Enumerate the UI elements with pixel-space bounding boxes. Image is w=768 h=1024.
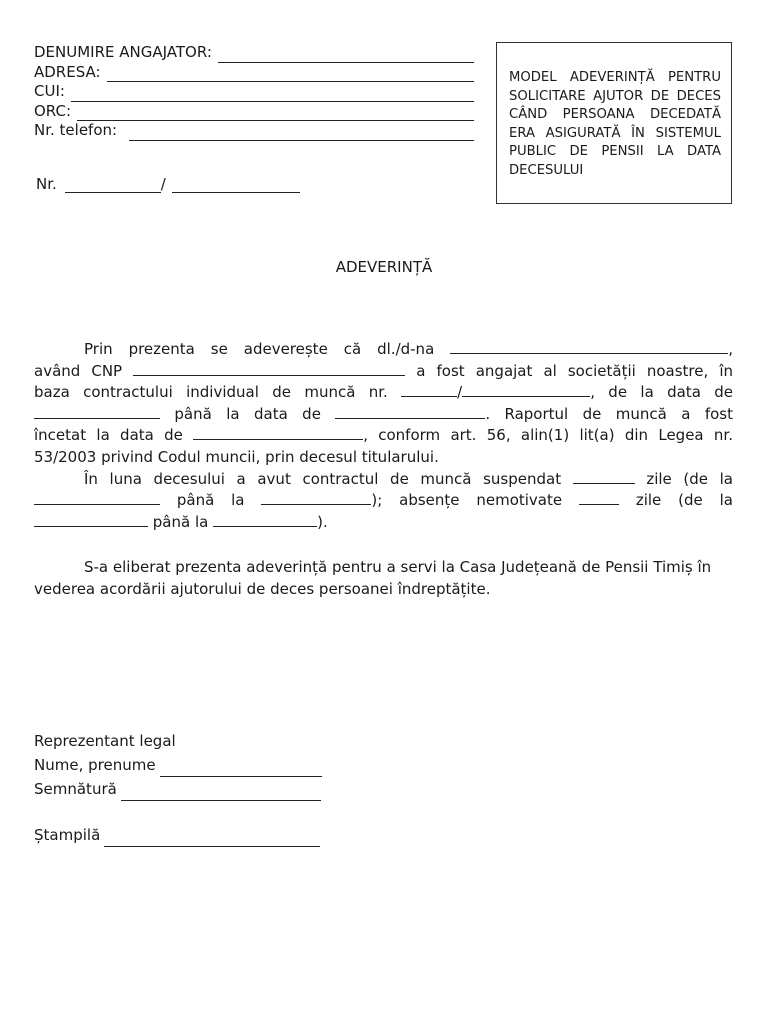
body-line-6 xyxy=(34,447,733,469)
suspension-end-field[interactable] xyxy=(261,491,371,505)
signature-field[interactable] xyxy=(121,786,321,801)
name-field[interactable] xyxy=(160,762,322,777)
body-line-3 xyxy=(34,382,733,404)
text-comma: , xyxy=(728,340,733,358)
stamp-row xyxy=(34,823,322,847)
text-contract-number: baza contractului individual de muncă nr. xyxy=(34,383,388,402)
phone-field[interactable] xyxy=(129,126,474,141)
text-legal-basis: , conform art. 56, alin(1) lit(a) din Legea nr. xyxy=(363,426,733,445)
body-line-8 xyxy=(34,490,733,512)
absence-days-field[interactable] xyxy=(579,491,619,505)
body-line-2 xyxy=(34,361,733,383)
text-cnp-label: având CNP xyxy=(34,361,123,380)
phone-row xyxy=(34,121,474,141)
address-row xyxy=(34,63,474,83)
contract-date-field[interactable] xyxy=(462,383,590,397)
name-row xyxy=(34,753,322,777)
orc-row xyxy=(34,102,474,122)
text-closing: ). xyxy=(317,512,328,531)
end-date-field[interactable] xyxy=(335,405,485,419)
signature-row xyxy=(34,777,322,801)
body-line-7 xyxy=(34,469,733,491)
document-title: ADEVERINȚĂ xyxy=(335,258,433,276)
signature-label: Semnătură xyxy=(34,780,117,798)
contract-number-field[interactable] xyxy=(401,383,457,397)
model-notice-box xyxy=(496,42,732,204)
orc-label: ORC: xyxy=(34,101,72,120)
person-name-field[interactable] xyxy=(450,340,728,354)
registration-number-field[interactable] xyxy=(65,178,161,193)
orc-field[interactable] xyxy=(77,106,474,121)
text-from-date: , de la data de xyxy=(590,383,733,402)
absence-end-field[interactable] xyxy=(213,513,317,527)
stamp-label: Ștampilă xyxy=(34,826,101,844)
text-labour-code: 53/2003 privind Codul muncii, prin decesul titularului. xyxy=(34,447,439,466)
suspended-days-field[interactable] xyxy=(573,470,635,484)
text-suspended: În luna decesului a avut contractul de muncă suspendat xyxy=(84,469,562,488)
registration-separator: / xyxy=(160,175,166,193)
text-certifies: Prin prezenta se adeverește că dl./d-na xyxy=(84,340,435,358)
text-days-from-1: zile (de la xyxy=(646,469,733,488)
employer-header xyxy=(34,43,474,141)
text-until-1: până la xyxy=(176,491,245,510)
text-slash: / xyxy=(457,383,463,402)
stamp-field[interactable] xyxy=(104,832,320,847)
cui-label: CUI: xyxy=(34,82,65,100)
paragraph-suspension xyxy=(34,469,733,534)
start-date-field[interactable] xyxy=(34,405,160,419)
paragraph-issued-for: S-a eliberat prezenta adeverință pentru a servi la Casa Județeană de Pensii Timiș în vederea acordării ajutorului de deces persoanei îndreptățite. xyxy=(34,558,712,598)
employer-name-field[interactable] xyxy=(218,48,474,63)
text-employment-ended: . Raportul de muncă a fost xyxy=(485,404,733,423)
name-label: Nume, prenume xyxy=(34,756,156,774)
employer-name-label: DENUMIRE ANGAJATOR: xyxy=(34,43,212,61)
certificate-body xyxy=(34,339,733,533)
employer-name-row xyxy=(34,43,474,63)
registration-number-label: Nr. xyxy=(36,175,57,193)
cnp-field[interactable] xyxy=(133,362,405,376)
body-line-1 xyxy=(34,339,733,361)
signature-block xyxy=(34,729,322,847)
cui-field[interactable] xyxy=(71,87,474,102)
text-terminated-on: încetat la data de xyxy=(34,426,183,445)
registration-date-field[interactable] xyxy=(172,178,300,193)
text-until-date: până la data de xyxy=(174,404,321,423)
termination-date-field[interactable] xyxy=(193,426,363,440)
absence-start-field[interactable] xyxy=(34,513,148,527)
text-until-2: până la xyxy=(152,512,209,531)
representative-row xyxy=(34,729,322,753)
body-line-9 xyxy=(34,512,733,534)
body-line-5 xyxy=(34,425,733,447)
cui-row xyxy=(34,82,474,102)
model-notice-text: MODEL ADEVERINȚĂ PENTRU SOLICITARE AJUTOR DE DECES CÂND PERSOANA DECEDATĂ ERA ASIGURATĂ ÎN SISTEMUL PUBLIC DE PENSII LA DATA DECESULUI xyxy=(509,70,721,178)
suspension-start-field[interactable] xyxy=(34,491,160,505)
address-field[interactable] xyxy=(107,67,474,82)
text-employed: a fost angajat al societății noastre, în xyxy=(416,361,733,380)
registration-number-row xyxy=(36,175,300,193)
representative-label: Reprezentant legal xyxy=(34,732,176,750)
text-days-from-2: zile (de la xyxy=(635,491,733,510)
body-line-4 xyxy=(34,404,733,426)
phone-label: Nr. telefon: xyxy=(34,121,118,139)
paragraph-employment xyxy=(34,339,733,469)
text-unexcused-absences: ); absențe nemotivate xyxy=(371,491,563,510)
address-label: ADRESA: xyxy=(34,62,101,81)
